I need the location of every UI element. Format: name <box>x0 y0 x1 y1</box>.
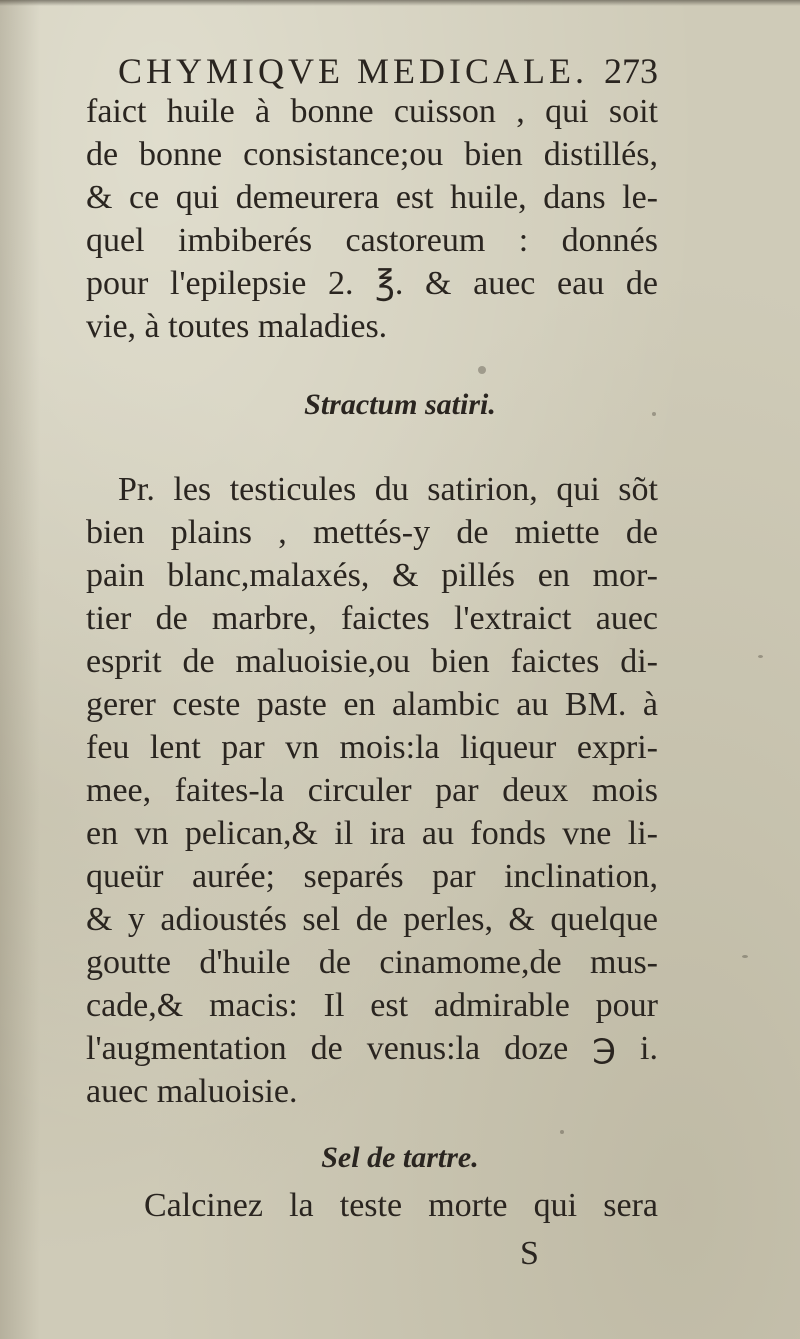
text-line: goutte d'huile de cinamome,de mus- <box>86 944 658 981</box>
text-line: cade,& macis: Il est admirable pour <box>86 987 658 1024</box>
text-line: quel imbiberés castoreum : donnés <box>86 222 658 259</box>
paper-speck <box>652 412 656 416</box>
text-line: faict huile à bonne cuisson , qui soit <box>86 93 658 130</box>
text-line: Pr. les testicules du satirion, qui sõt <box>118 471 658 508</box>
paragraph-3 <box>86 1184 658 1227</box>
text-line: pour l'epilepsie 2. ℥. & auec eau de <box>86 265 658 302</box>
paper-speck <box>478 366 486 374</box>
text-line: Calcinez la teste morte qui sera <box>144 1187 658 1224</box>
text-line: en vn pelican,& il ira au fonds vne li- <box>86 815 658 852</box>
text-line: de bonne consistance;ou bien distillés, <box>86 136 658 173</box>
page-top-edge <box>0 0 800 6</box>
paragraph-1 <box>86 90 658 348</box>
text-line: queür aurée; separés par inclination, <box>86 858 658 895</box>
text-line: mee, faites-la circuler par deux mois <box>86 772 658 809</box>
text-line: feu lent par vn mois:la liqueur expri- <box>86 729 658 766</box>
text-line: auec maluoisie. <box>86 1073 298 1110</box>
signature-mark: S <box>520 1235 539 1272</box>
paragraph-2 <box>86 468 658 1113</box>
text-line: esprit de maluoisie,ou bien faictes di- <box>86 643 658 680</box>
paper-speck <box>758 655 763 658</box>
paper-speck <box>742 955 748 958</box>
page-number: 273 <box>604 51 658 91</box>
text-line: & ce qui demeurera est huile, dans le- <box>86 179 658 216</box>
section-heading-sel-de-tartre: Sel de tartre. <box>321 1141 479 1174</box>
text-line: vie, à toutes maladies. <box>86 308 388 345</box>
text-line: pain blanc,malaxés, & pillés en mor- <box>86 557 658 594</box>
paper-speck <box>560 1130 564 1134</box>
text-line: gerer ceste paste en alambic au BM. à <box>86 686 658 723</box>
text-line: tier de marbre, faictes l'extraict auec <box>86 600 658 637</box>
text-line: & y adioustés sel de perles, & quelque <box>86 901 658 938</box>
section-heading-stractum: Stractum satiri. <box>304 388 496 421</box>
running-title: CHYMIQVE MEDICALE. <box>118 51 588 91</box>
text-line: bien plains , mettés-y de miette de <box>86 514 658 551</box>
text-line: l'augmentation de venus:la doze ℈ i. <box>86 1030 658 1067</box>
